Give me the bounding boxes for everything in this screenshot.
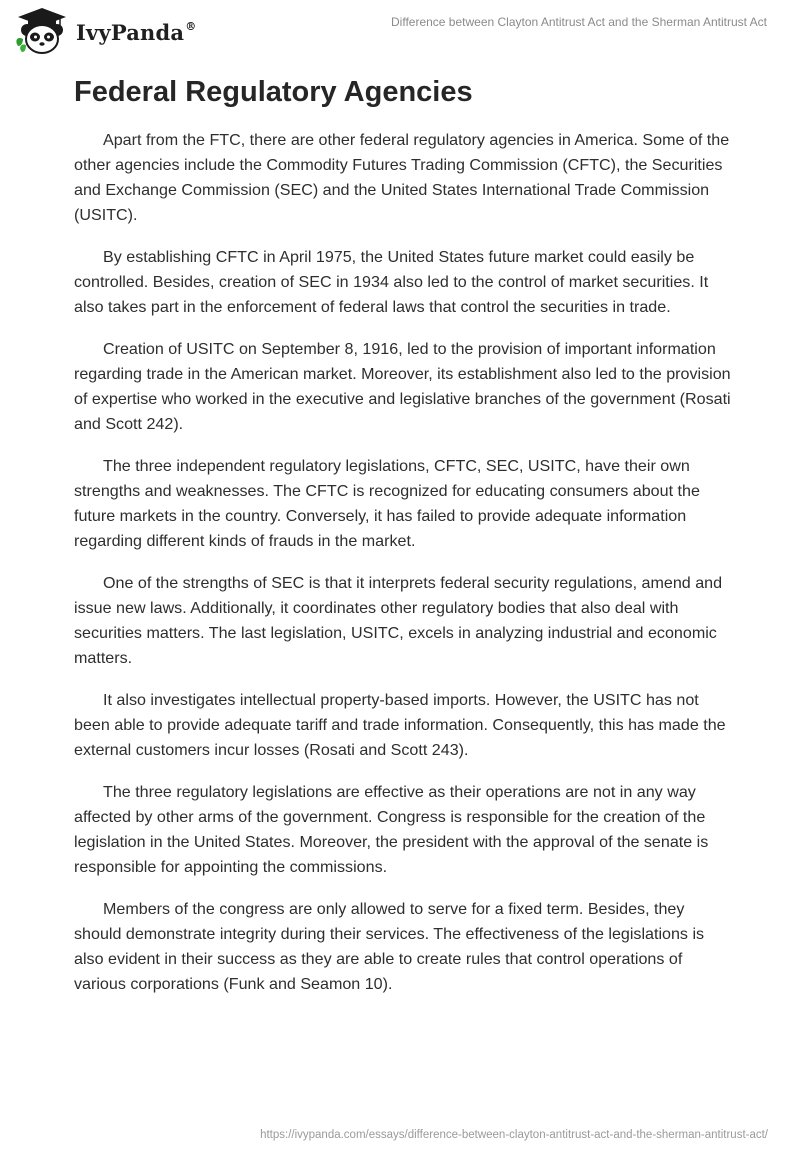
page-header — [0, 0, 800, 62]
paragraph: Creation of USITC on September 8, 1916, led to the provision of important information regarding trade in the American market. Moreover, its establishment also led to the provision of expertise who worked in the executive and legislative branches of the government (Rosati and Scott 242). — [74, 340, 731, 433]
source-url[interactable]: https://ivypanda.com/essays/difference-between-clayton-antitrust-act-and-the-sherman-antitrust-act/ — [260, 1129, 768, 1141]
article — [74, 72, 734, 1014]
paragraph: Apart from the FTC, there are other federal regulatory agencies in America. Some of the other agencies include the Commodity Futures Trading Commission (CFTC), the Securities and Exchange Commission (SEC) and the United States International Trade Commission (USITC). — [74, 131, 730, 224]
paragraph: It also investigates intellectual property-based imports. However, the USITC has not been able to provide adequate tariff and trade information. Consequently, this has made the external customers incur losses (Rosati and Scott 243). — [74, 691, 726, 759]
paragraph: By establishing CFTC in April 1975, the United States future market could easily be controlled. Besides, creation of SEC in 1934 also led to the control of market securities. It also takes part in the enforcement of federal laws that control the securities in trade. — [74, 248, 709, 316]
page-title: Federal Regulatory Agencies — [74, 76, 473, 108]
paragraph: The three independent regulatory legislations, CFTC, SEC, USITC, have their own strengths and weaknesses. The CFTC is recognized for educating consumers about the future markets in the country. Conversely, it has failed to provide adequate information regarding different kinds of frauds in the market. — [74, 457, 700, 550]
ivypanda-logo[interactable] — [14, 6, 196, 56]
brand-name: IvyPanda® — [76, 19, 197, 45]
paragraph: The three regulatory legislations are effective as their operations are not in any way affected by other arms of the government. Congress is responsible for the creation of the legislation in the United States. Moreover, the president with the approval of the senate is responsible for appointing the commissions. — [74, 783, 709, 876]
document-title: Difference between Clayton Antitrust Act and the Sherman Antitrust Act — [391, 15, 767, 29]
panda-graduate-icon — [14, 6, 70, 56]
article-body — [74, 128, 734, 997]
paragraph: Members of the congress are only allowed to serve for a fixed term. Besides, they should demonstrate integrity during their services. The effectiveness of the legislations is also evident in their success as they are able to create rules that control operations of various corporations (Funk and Seamon 10). — [74, 900, 705, 993]
paragraph: One of the strengths of SEC is that it interprets federal security regulations, amend and issue new laws. Additionally, it coordinates other regulatory bodies that also deal with securities matters. The last legislation, USITC, excels in analyzing industrial and economic matters. — [74, 574, 723, 667]
